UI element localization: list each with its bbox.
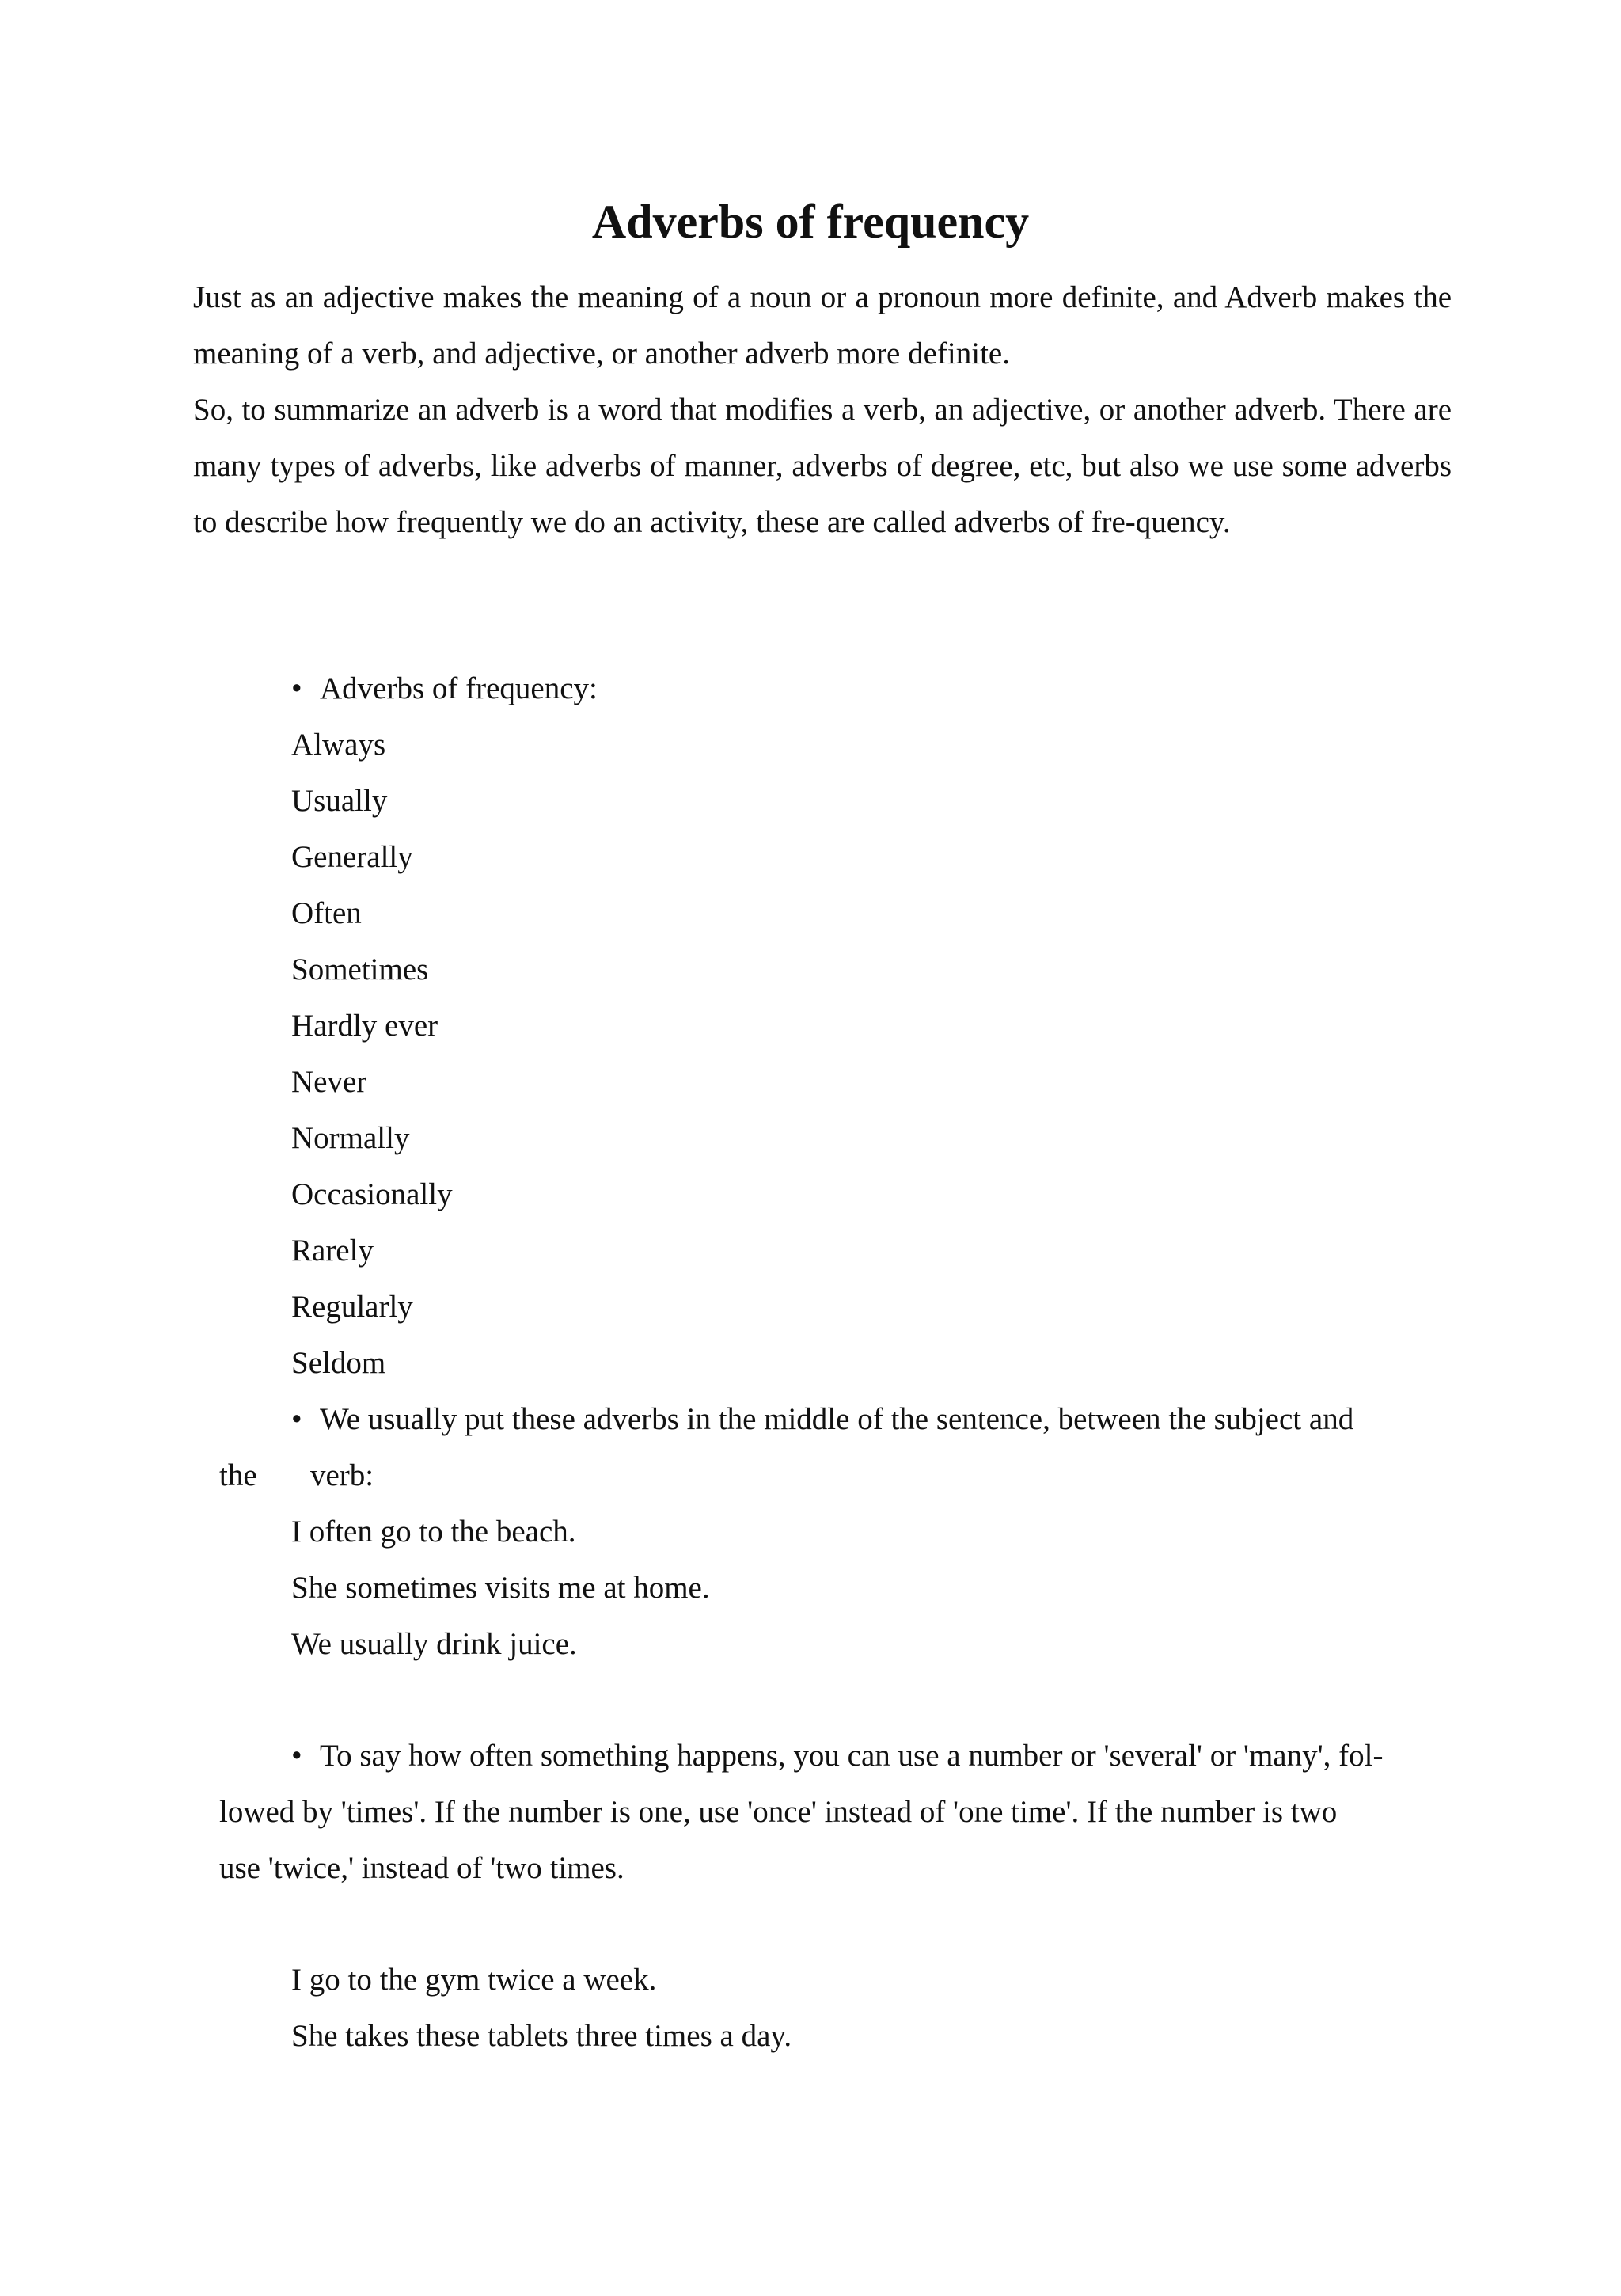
intro-paragraph-1: Just as an adjective makes the meaning of a noun or a pronoun more definite, and Adverb makes the meaning of a verb, and adjective, or another adverb more definite. bbox=[193, 280, 1452, 371]
section1-heading: • Adverbs of frequency: bbox=[291, 665, 598, 713]
list-item: Rarely bbox=[291, 1234, 374, 1268]
list-item: Never bbox=[291, 1065, 367, 1099]
list-item: Usually bbox=[291, 784, 388, 818]
list-item: Normally bbox=[291, 1121, 410, 1155]
bullet-icon: • bbox=[291, 671, 302, 705]
intro-text bbox=[193, 269, 1452, 550]
example-sentence: She sometimes visits me at home. bbox=[291, 1571, 710, 1605]
section2-line-1: • We usually put these adverbs in the middle of the sentence, between the subject and bbox=[291, 1396, 1353, 1443]
list-item: Sometimes bbox=[291, 952, 429, 986]
section2-line-2-end: verb: bbox=[310, 1458, 374, 1492]
example-sentence: I go to the gym twice a week. bbox=[291, 1963, 657, 1997]
example-sentence: She takes these tablets three times a day. bbox=[291, 2019, 792, 2053]
example-sentence: We usually drink juice. bbox=[291, 1627, 577, 1661]
bullet-icon: • bbox=[291, 1739, 302, 1773]
section3-line-3: use 'twice,' instead of 'two times. bbox=[219, 1851, 624, 1885]
list-item: Occasionally bbox=[291, 1177, 453, 1211]
section3-line-1: • To say how often something happens, you can use a number or 'several' or 'many', fol- bbox=[291, 1732, 1383, 1780]
section2-line-2-start: the bbox=[219, 1458, 257, 1492]
list-item: Often bbox=[291, 896, 362, 930]
list-item: Seldom bbox=[291, 1346, 386, 1380]
example-sentence: I often go to the beach. bbox=[291, 1515, 576, 1549]
list-item: Always bbox=[291, 728, 386, 762]
list-item: Regularly bbox=[291, 1290, 413, 1324]
bullet-icon: • bbox=[291, 1402, 302, 1436]
list-item: Hardly ever bbox=[291, 1009, 438, 1043]
list-item: Generally bbox=[291, 840, 413, 874]
page-title: Adverbs of frequency bbox=[591, 196, 1030, 248]
intro-paragraph-2: So, to summarize an adverb is a word that modifies a verb, an adjective, or another adverb. There are many types of adverbs, like adverbs of manner, adverbs of degree, etc, but also we use some adverbs to describe how frequently we do an activity, these are called adverbs of fre-quency. bbox=[193, 393, 1452, 539]
section3-line-2: lowed by 'times'. If the number is one, use 'once' instead of 'one time'. If the number is two bbox=[219, 1795, 1338, 1829]
